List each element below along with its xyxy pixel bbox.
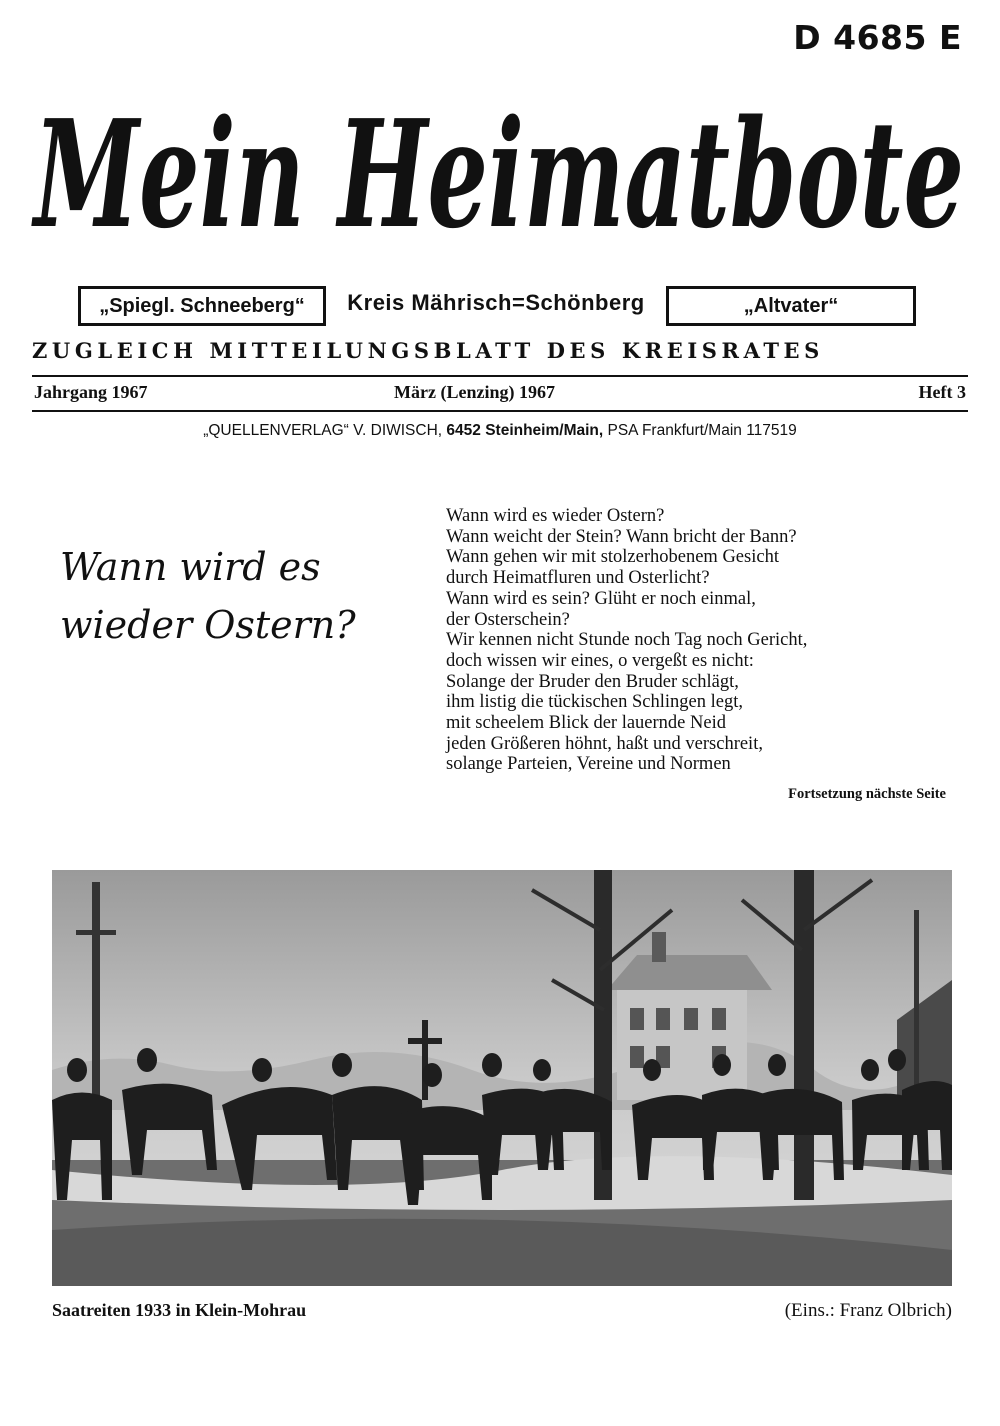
tree-trunk-icon: [794, 870, 814, 1200]
poem-line: durch Heimatfluren und Osterlicht?: [446, 568, 710, 589]
continued-note: Fortsetzung nächste Seite: [788, 786, 946, 802]
subtitle: ZUGLEICH MITTEILUNGSBLATT DES KREISRATES: [32, 338, 824, 363]
poem-title: [60, 538, 420, 654]
region-box-right: „Altvater“: [666, 286, 916, 326]
poem-text: [446, 506, 966, 775]
poem-line: mit scheelem Blick der lauernde Neid: [446, 713, 726, 734]
publisher-account: PSA Frankfurt/Main 117519: [607, 422, 797, 439]
poem-line: Wann wird es sein? Glüht er noch einmal,: [446, 588, 756, 609]
poem-line: jeden Größeren höhnt, haßt und verschreit,: [446, 733, 763, 754]
poem-line: Wann gehen wir mit stolzerhobenem Gesicht: [446, 547, 779, 568]
historic-photo: [52, 870, 952, 1286]
divider-top: [32, 375, 968, 377]
poem-line: ihm listig die tückischen Schlingen legt,: [446, 692, 743, 713]
poem-title-line: Wann wird es: [60, 545, 321, 589]
poem-line: Wann weicht der Stein? Wann bricht der Bann?: [446, 526, 797, 547]
publisher-line: [100, 422, 900, 440]
publisher-address: 6452 Steinheim/Main,: [446, 422, 604, 439]
postal-code: D 4685 E: [793, 18, 962, 57]
poem-line: Wann wird es wieder Ostern?: [446, 506, 665, 526]
photo-credit: (Eins.: Franz Olbrich): [784, 1300, 952, 1321]
photo-illustration: [52, 870, 952, 1286]
poem-line: doch wissen wir eines, o vergeßt es nicht:: [446, 650, 754, 671]
utility-pole-icon: [92, 882, 100, 1102]
issue-number: Heft 3: [918, 382, 966, 402]
poem-line: Solange der Bruder den Bruder schlägt,: [446, 671, 739, 692]
poem-title-line: wieder Ostern?: [60, 603, 356, 647]
poem-line: der Osterschein?: [446, 609, 570, 630]
divider-bottom: [32, 410, 968, 412]
district-name: Kreis Mährisch=Schönberg: [347, 290, 645, 315]
poem-line: solange Parteien, Vereine und Normen: [446, 754, 731, 775]
photo-caption: Saatreiten 1933 in Klein-Mohrau: [52, 1300, 307, 1320]
publisher-name: „QUELLENVERLAG“ V. DIWISCH,: [203, 422, 443, 439]
region-box-left: „Spiegl. Schneeberg“: [78, 286, 326, 326]
issue-date: März (Lenzing) 1967: [394, 382, 555, 402]
volume-year: Jahrgang 1967: [34, 382, 148, 402]
masthead-title-text: Mein Heimatbote: [30, 87, 964, 261]
poem-line: Wir kennen nicht Stunde noch Tag noch Gericht,: [446, 630, 808, 651]
masthead-title: [24, 48, 974, 278]
